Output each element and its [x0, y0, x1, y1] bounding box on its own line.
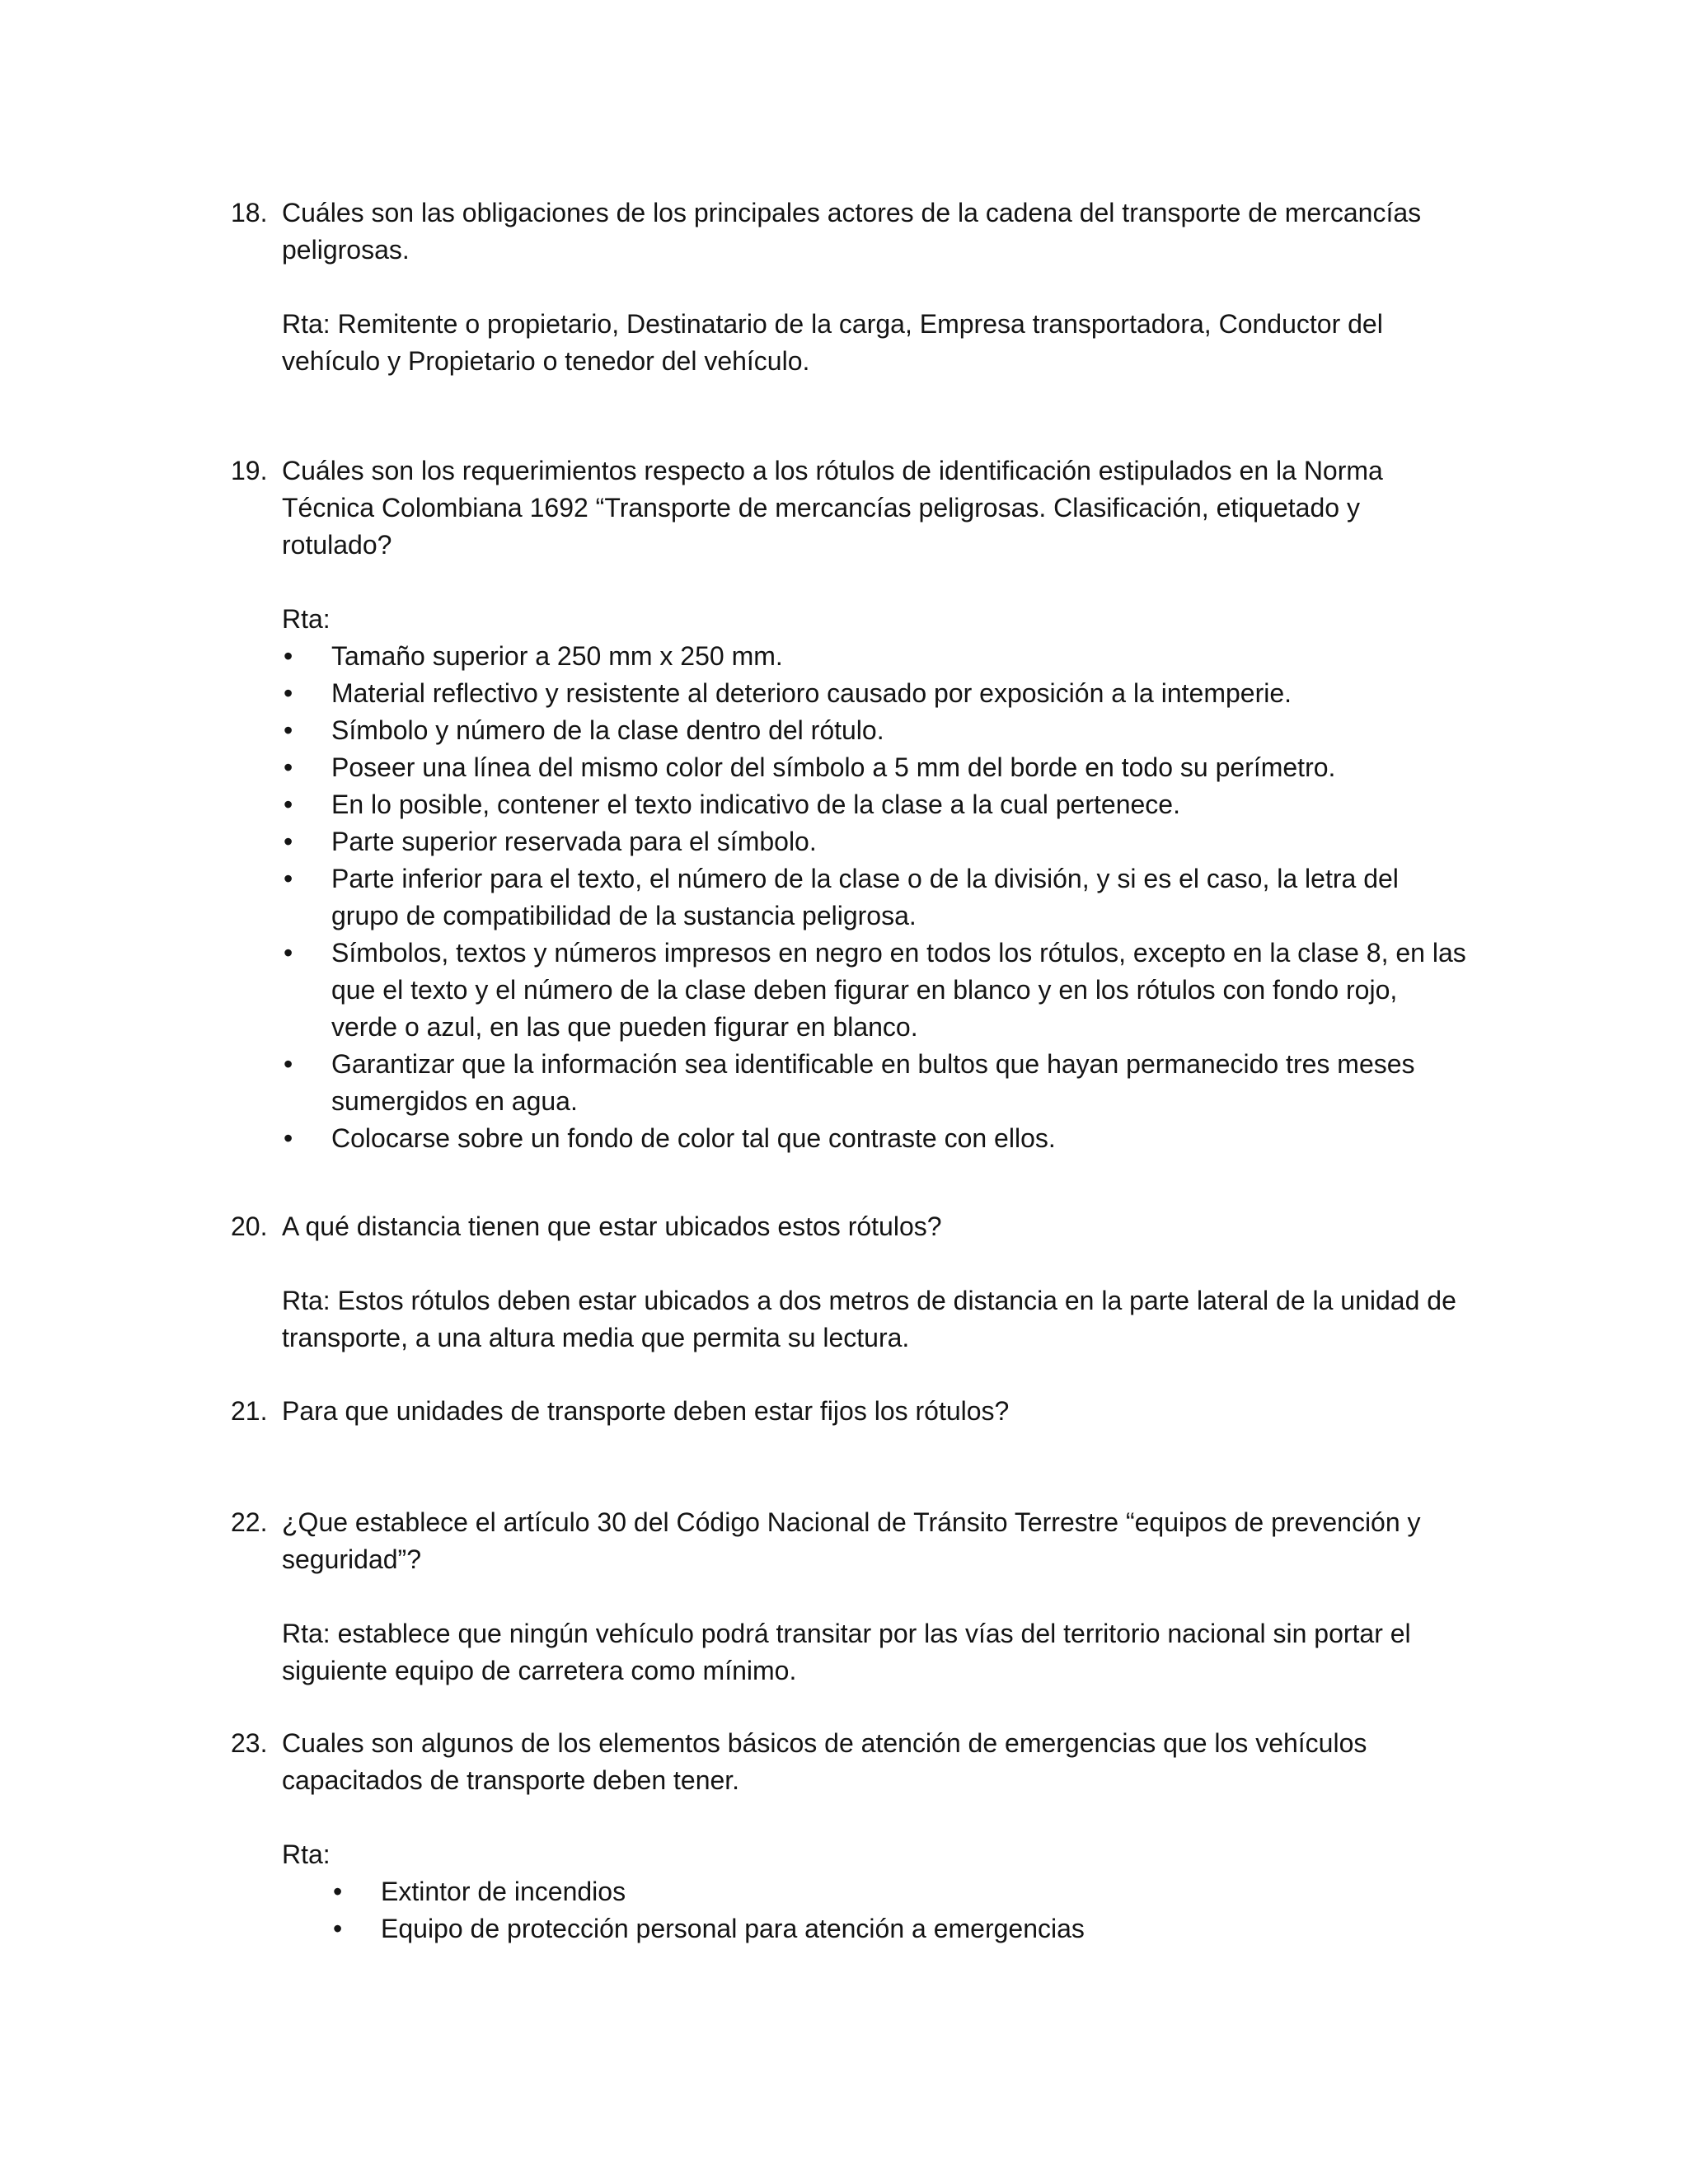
- bullet-icon: •: [284, 790, 293, 819]
- answer-label: Rta:: [282, 604, 331, 634]
- list-item: [282, 860, 1467, 935]
- requirements-list: [231, 638, 1467, 1157]
- list-item-text: Equipo de protección personal para atención a emergencias: [381, 1914, 1085, 1943]
- question-number: 22.: [231, 1507, 268, 1537]
- bullet-icon: •: [284, 715, 293, 745]
- answer-text: Rta: Remitente o propietario, Destinatario de la carga, Empresa transportadora, Conductor del vehículo y Propietario o tenedor del vehículo.: [282, 309, 1383, 376]
- list-item: [282, 749, 1467, 786]
- question-18: [231, 194, 1467, 380]
- list-item-text: Extintor de incendios: [381, 1877, 626, 1906]
- bullet-icon: •: [284, 641, 293, 671]
- bullet-icon: •: [284, 752, 293, 782]
- list-item: [282, 935, 1467, 1046]
- list-item-text: Poseer una línea del mismo color del símbolo a 5 mm del borde en todo su perímetro.: [331, 752, 1336, 782]
- list-item: [282, 638, 1467, 675]
- list-item: [282, 1120, 1467, 1157]
- list-item: [282, 786, 1467, 823]
- list-item: [282, 675, 1467, 712]
- list-item: [331, 1873, 1467, 1910]
- question-number: 18.: [231, 198, 268, 227]
- question-number: 20.: [231, 1212, 268, 1241]
- list-item-text: En lo posible, contener el texto indicativo de la clase a la cual pertenece.: [331, 790, 1180, 819]
- bullet-icon: •: [284, 1049, 293, 1079]
- list-item-text: Material reflectivo y resistente al deterioro causado por exposición a la intemperie.: [331, 678, 1292, 708]
- question-text: Cuales son algunos de los elementos básicos de atención de emergencias que los vehículos capacitados de transporte deben tener.: [282, 1728, 1367, 1795]
- question-22: [231, 1504, 1467, 1690]
- question-text: Cuáles son los requerimientos respecto a los rótulos de identificación estipulados en la Norma Técnica Colombiana 1692 “Transporte de mercancías peligrosas. Clasificación, etiquetado y rotulado?: [282, 456, 1383, 560]
- list-item: [282, 712, 1467, 749]
- list-item: [331, 1910, 1467, 1947]
- list-item-text: Símbolo y número de la clase dentro del rótulo.: [331, 715, 884, 745]
- bullet-icon: •: [284, 864, 293, 893]
- question-23: [231, 1725, 1467, 1947]
- bullet-icon: •: [333, 1914, 343, 1943]
- list-item: [282, 823, 1467, 860]
- question-text: Para que unidades de transporte deben estar fijos los rótulos?: [282, 1396, 1010, 1426]
- list-item-text: Parte inferior para el texto, el número de la clase o de la división, y si es el caso, la letra del grupo de compatibilidad de la sustancia peligrosa.: [331, 864, 1399, 930]
- answer-label: Rta:: [282, 1840, 331, 1869]
- list-item-text: Símbolos, textos y números impresos en negro en todos los rótulos, excepto en la clase 8, en las que el texto y el número de la clase deben figurar en blanco y en los rótulos con fondo rojo, verde o azul, en las que pueden figurar en blanco.: [331, 938, 1466, 1042]
- question-21: [231, 1393, 1467, 1430]
- question-number: 21.: [231, 1396, 268, 1426]
- emergency-elements-list: [231, 1873, 1467, 1947]
- question-19: [231, 452, 1467, 1157]
- list-item-text: Parte superior reservada para el símbolo.: [331, 827, 817, 856]
- list-item-text: Colocarse sobre un fondo de color tal que contraste con ellos.: [331, 1123, 1056, 1153]
- question-text: Cuáles son las obligaciones de los principales actores de la cadena del transporte de mercancías peligrosas.: [282, 198, 1422, 265]
- question-number: 23.: [231, 1728, 268, 1758]
- answer-text: Rta: Estos rótulos deben estar ubicados a dos metros de distancia en la parte lateral de la unidad de transporte, a una altura media que permita su lectura.: [282, 1286, 1456, 1352]
- bullet-icon: •: [284, 1123, 293, 1153]
- list-item-text: Garantizar que la información sea identificable en bultos que hayan permanecido tres meses sumergidos en agua.: [331, 1049, 1415, 1116]
- bullet-icon: •: [284, 827, 293, 856]
- answer-text: Rta: establece que ningún vehículo podrá transitar por las vías del territorio nacional sin portar el siguiente equipo de carretera como mínimo.: [282, 1619, 1411, 1685]
- question-text: A qué distancia tienen que estar ubicados estos rótulos?: [282, 1212, 942, 1241]
- question-20: [231, 1208, 1467, 1357]
- bullet-icon: •: [333, 1877, 343, 1906]
- question-number: 19.: [231, 456, 268, 485]
- bullet-icon: •: [284, 678, 293, 708]
- list-item: [282, 1046, 1467, 1120]
- question-text: ¿Que establece el artículo 30 del Código Nacional de Tránsito Terrestre “equipos de prevención y seguridad”?: [282, 1507, 1421, 1574]
- list-item-text: Tamaño superior a 250 mm x 250 mm.: [331, 641, 783, 671]
- bullet-icon: •: [284, 938, 293, 968]
